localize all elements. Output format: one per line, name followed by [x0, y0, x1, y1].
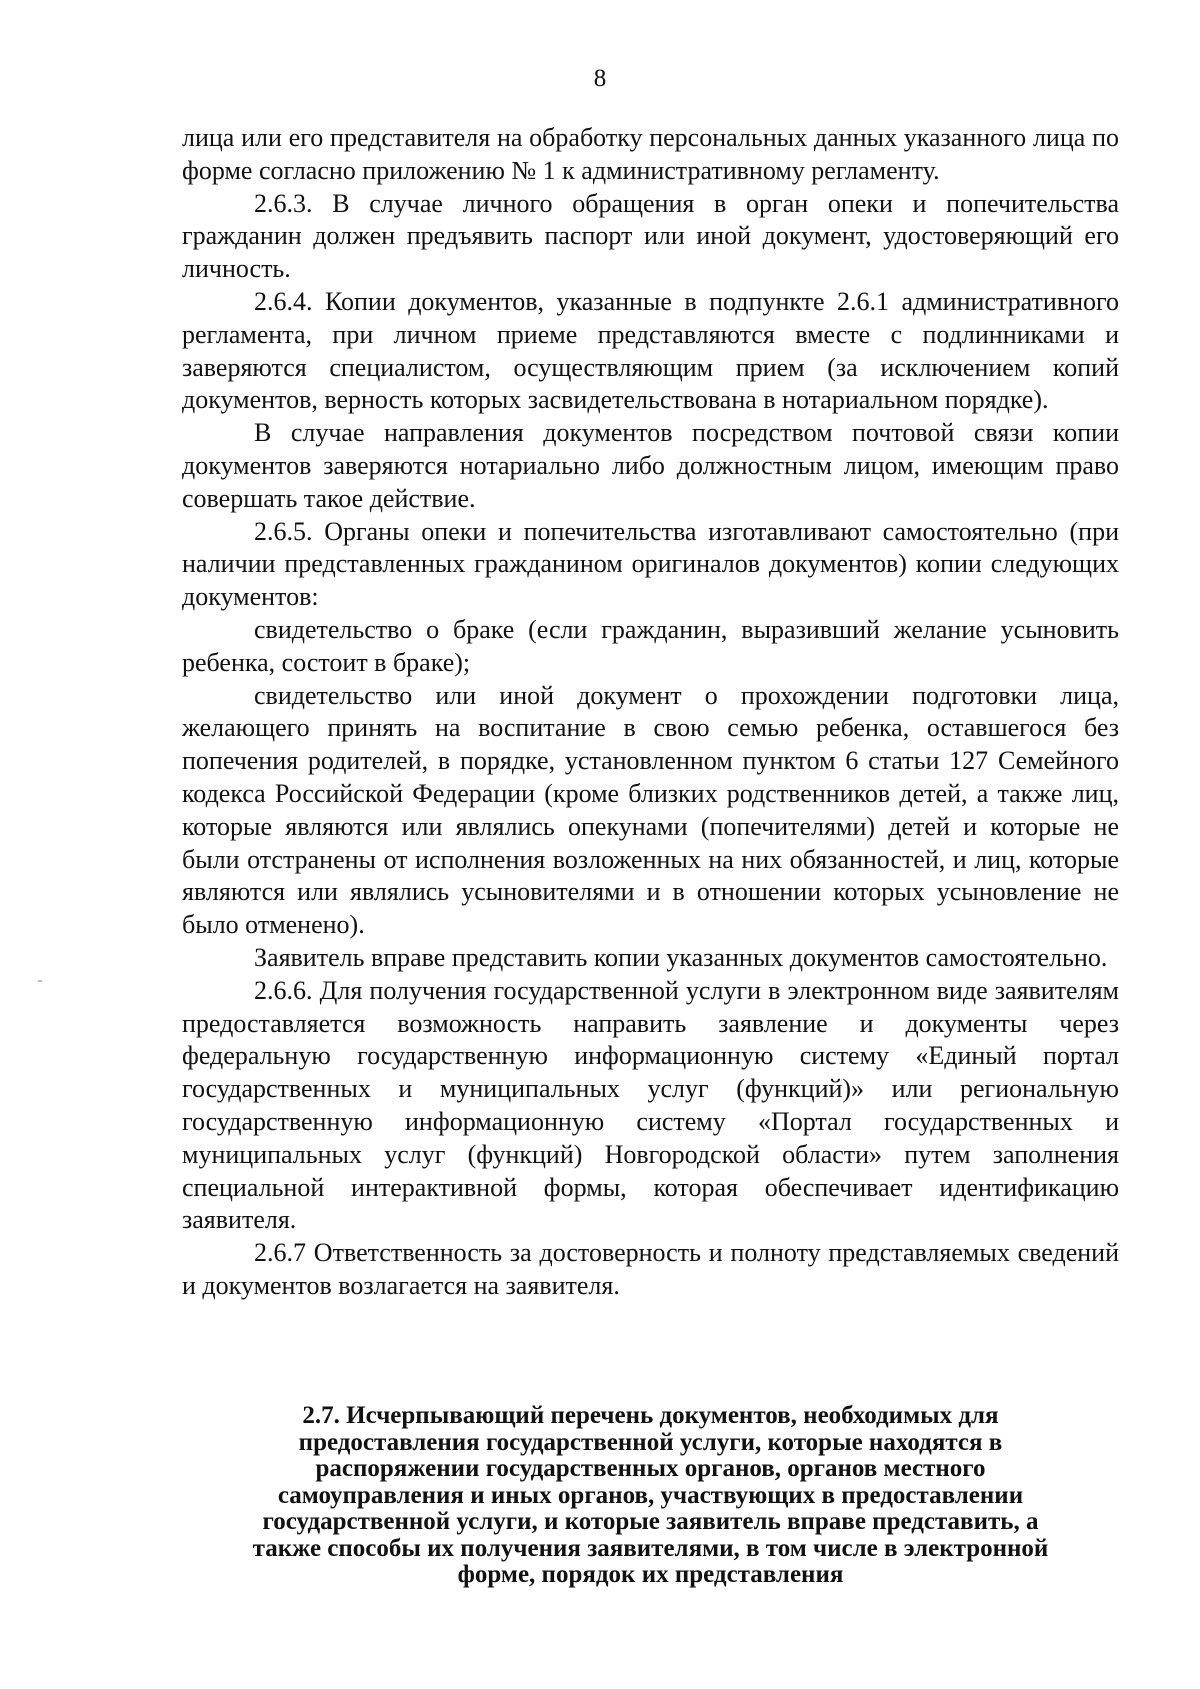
paragraph-applicant-right: Заявитель вправе представить копии указанных документов самостоятельно.: [254, 942, 1108, 972]
page-number: 8: [593, 65, 607, 92]
heading-line: предоставления государственной услуги, которые находятся в: [298, 1428, 1003, 1456]
paragraph-2-6-4: 2.6.4. Копии документов, указанные в подпункте 2.6.1 административного регламента, при личном приеме представляются вместе с подлинниками и заверяются специалистом, осуществляющим прием (за исключением копий документов, верность которых засвидетельствована в нотариальном порядке).: [182, 286, 1119, 415]
paragraph-2-6-7: 2.6.7 Ответственность за достоверность и полноту представляемых сведений и документов возлагается на заявителя.: [182, 1238, 1119, 1300]
paragraph-2-6-6: 2.6.6. Для получения государственной услуги в электронном виде заявителям предоставляется возможность направить заявление и документы через федеральную государственную информационную систему «Единый портал государственных и муниципальных услуг (функций)» или региональную государственную информационную систему «Портал государственных и муниципальных услуг (функций) Новгородской области» путем заполнения специальной интерактивной формы, которая обеспечивает идентификацию заявителя.: [182, 975, 1119, 1235]
list-item-marriage-certificate: свидетельство о браке (если гражданин, выразивший желание усыновить ребенка, состоит в браке);: [182, 614, 1119, 677]
list-item-training-certificate: свидетельство или иной документ о прохождении подготовки лица, желающего принять на воспитание в свою семью ребенка, оставшегося без попечения родителей, в порядке, установленном пунктом 6 статьи 127 Семейного кодекса Российской Федерации (кроме близких родственников детей, а также лиц, которые являются или являлись опекунами (попечителями) детей и которые не были отстранены от исполнения возложенных на них обязанностей, и лиц, которые являются или являлись усыновителями и в отношении которых усыновление не было отменено).: [182, 680, 1119, 940]
paragraph-2-6-5: 2.6.5. Органы опеки и попечительства изготавливают самостоятельно (при наличии представленных гражданином оригиналов документов) копии следующих документов:: [182, 516, 1119, 612]
section-heading-2-7: [182, 1403, 1119, 1589]
paragraph-2-6-3: 2.6.3. В случае личного обращения в орган опеки и попечительства гражданин должен предъявить паспорт или иной документ, удостоверяющий его личность.: [182, 188, 1119, 284]
paragraph-continuation: лица или его представителя на обработку персональных данных указанного лица по форме согласно приложению № 1 к административному регламенту.: [182, 123, 1119, 185]
scan-artifact: [38, 980, 42, 982]
heading-line: форме, порядок их представления: [457, 1561, 844, 1588]
heading-line: также способы их получения заявителями, в том числе в электронной: [252, 1534, 1049, 1562]
document-body: [182, 122, 1119, 1303]
heading-line: самоуправления и иных органов, участвующих в предоставлении: [277, 1481, 1024, 1509]
heading-line: 2.7. Исчерпывающий перечень документов, необходимых для: [302, 1402, 999, 1429]
heading-line: государственной услуги, и которые заявитель вправе представить, а: [262, 1508, 1039, 1535]
heading-line: распоряжении государственных органов, органов местного: [315, 1455, 986, 1482]
paragraph-postal-copies: В случае направления документов посредством почтовой связи копии документов заверяются нотариально либо должностным лицом, имеющим право совершать такое действие.: [182, 418, 1119, 513]
